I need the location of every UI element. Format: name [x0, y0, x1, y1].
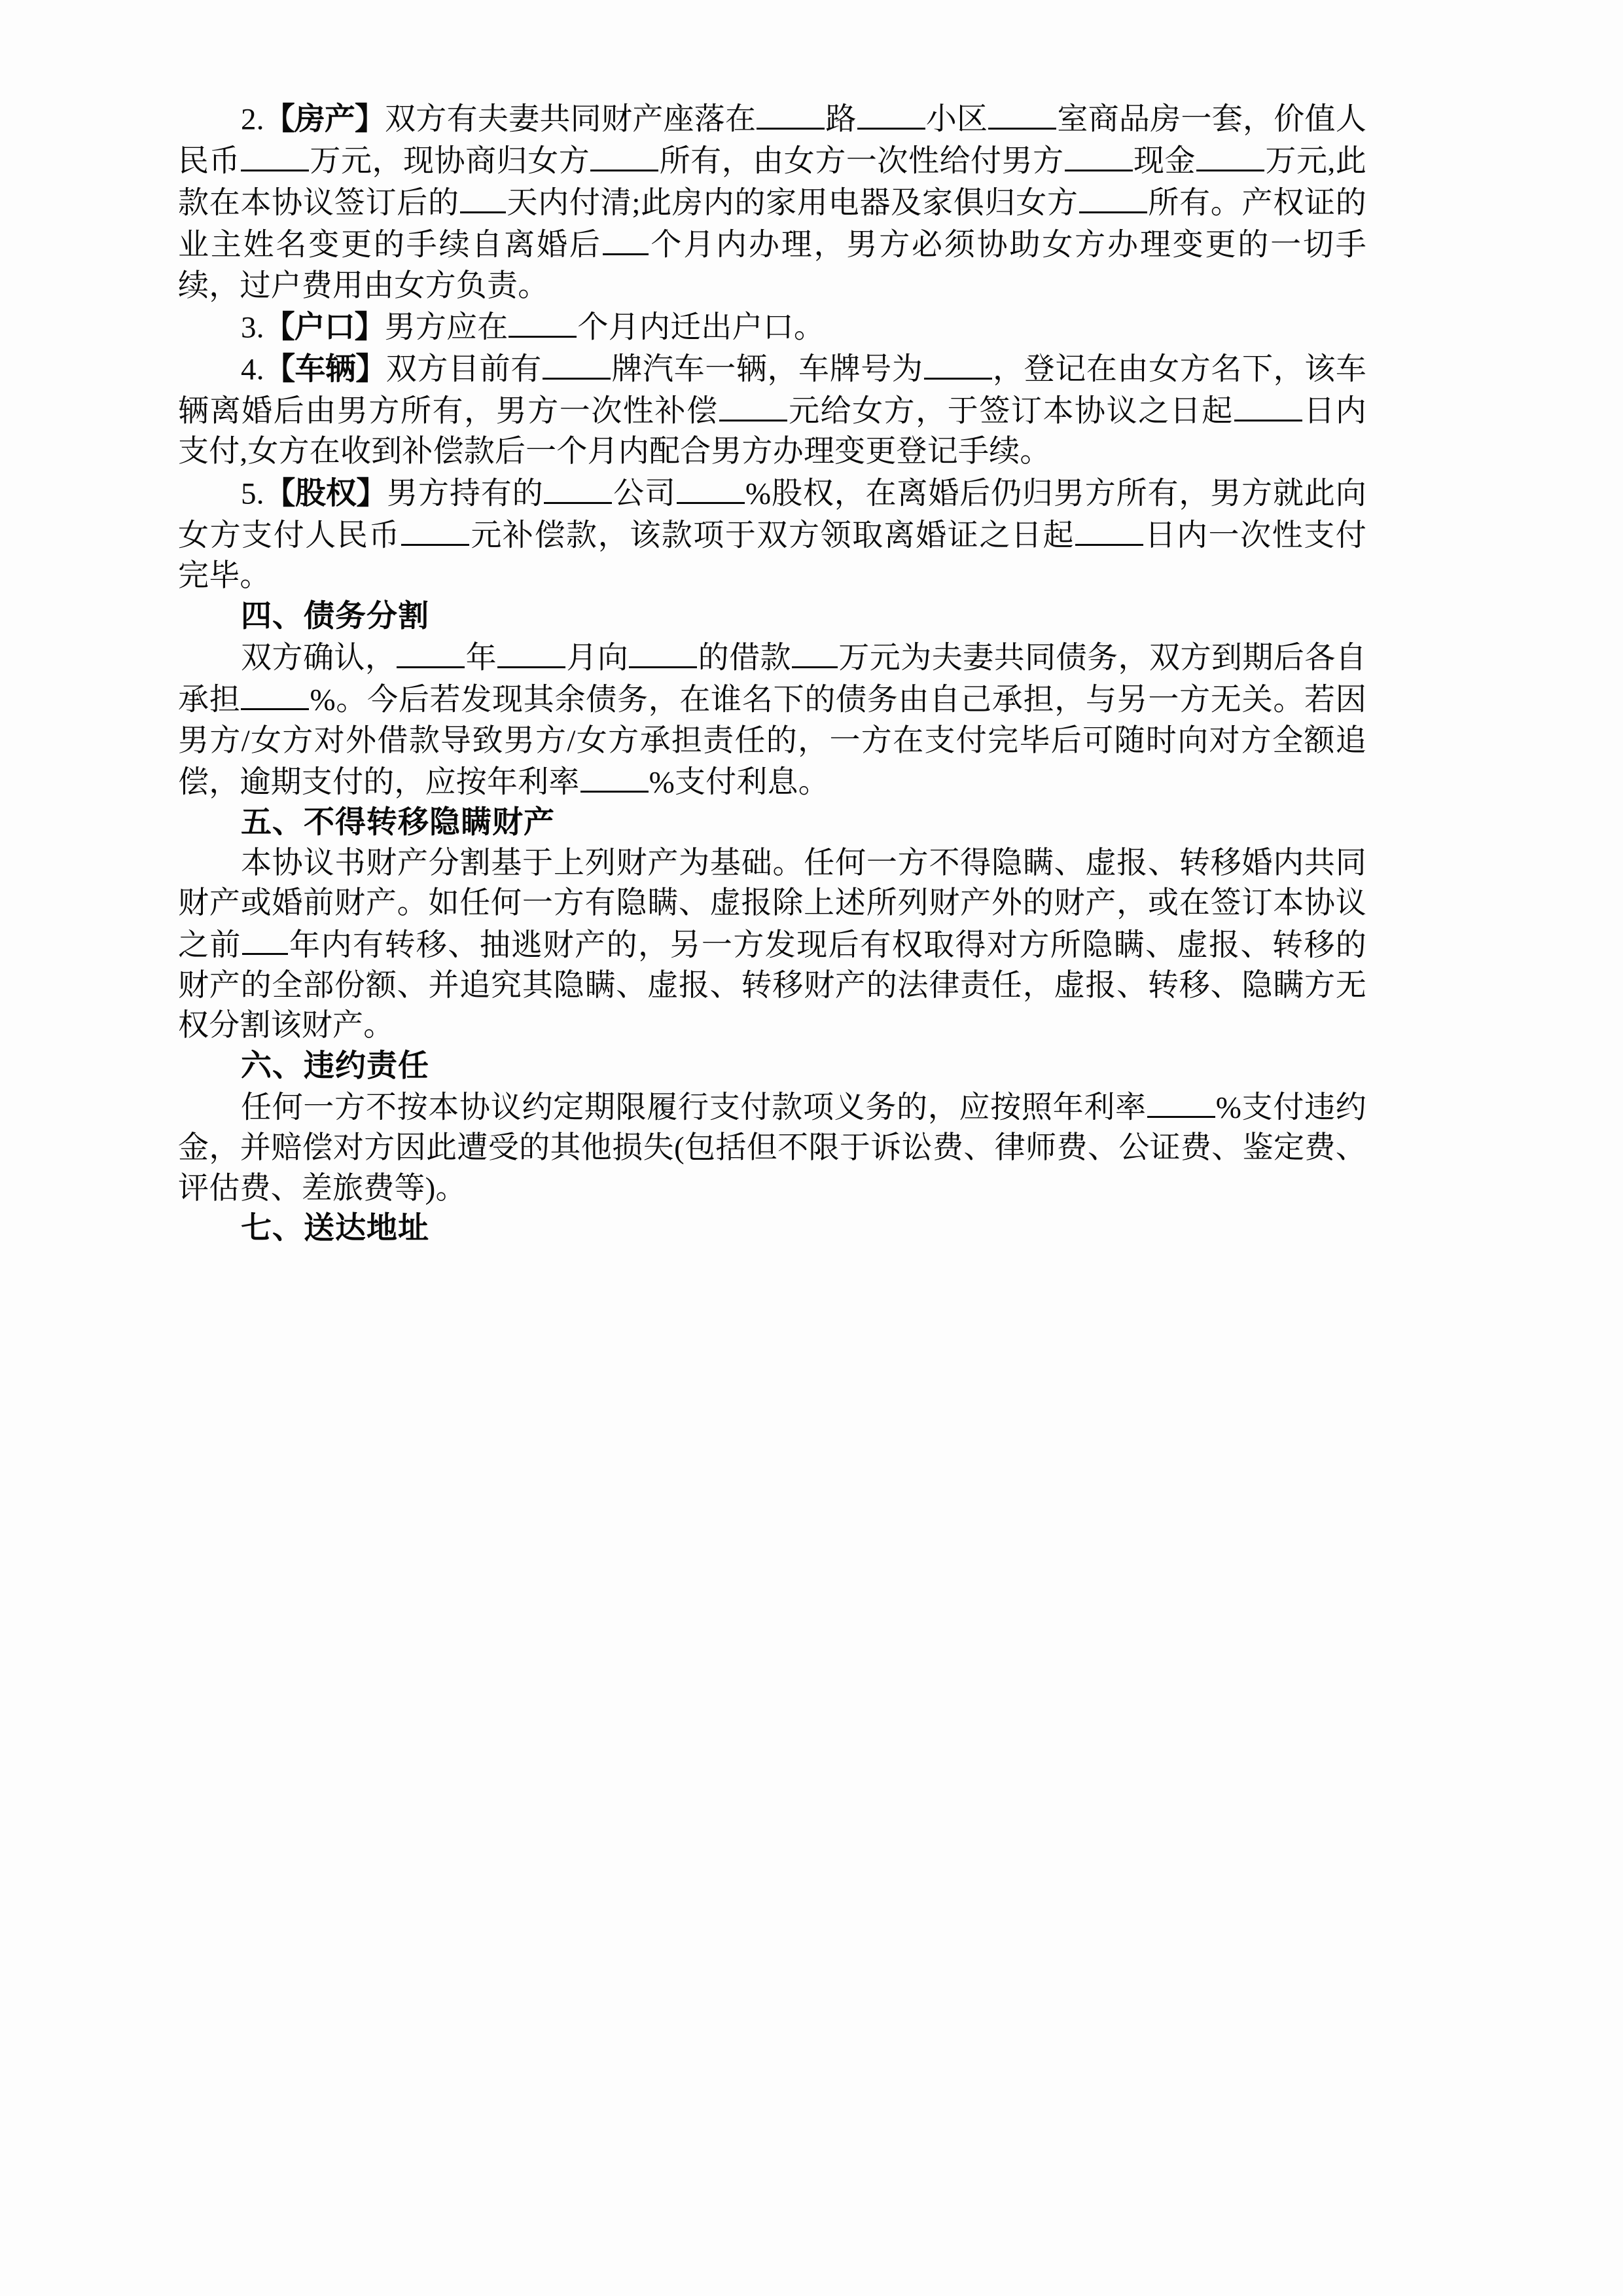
blank-car-compensation[interactable] [719, 390, 787, 422]
clause-tag-hukou: 【户口】 [264, 310, 385, 345]
blank-husband-name[interactable] [1065, 140, 1133, 171]
body-text: 年内有转移、抽逃财产的，另一方发现后有权取得对方所隐瞒、虚报、转移的财产的全部份额、并追究其隐瞒、虚报、转移财产的法律责任，虚报、转移、隐瞒方无权分割该财产。 [178, 928, 1366, 1043]
clause-tag-vehicle: 【车辆】 [264, 352, 386, 387]
blank-equity-pay-days[interactable] [1075, 514, 1143, 546]
clause-text: 日内支付,女方在收到补偿款后一个月内配合男方办理变更登记手续。 [178, 394, 1366, 469]
blank-debt-interest-rate[interactable] [580, 761, 649, 793]
clause-text: 天内付清;此房内的家用电器及家俱归女方 [506, 186, 1079, 221]
clause-4-vehicle [178, 348, 1366, 473]
blank-loan-amount[interactable] [792, 637, 838, 668]
body-text: 万元为夫妻共同债务，双方到期后各自承担 [178, 641, 1367, 718]
blank-debt-share-percent[interactable] [241, 679, 309, 710]
body-text: %支付利息。 [649, 765, 829, 800]
section-body-no-concealment [178, 844, 1366, 1047]
blank-cash-amount[interactable] [1196, 140, 1264, 171]
clause-text: 日内一次性支付完毕。 [178, 518, 1366, 594]
section-body-breach [178, 1086, 1366, 1209]
blank-company-name[interactable] [544, 473, 612, 504]
clause-text: 男方应在 [384, 310, 508, 345]
body-text: %支付违约金，并赔偿对方因此遭受的其他损失(包括但不限于诉讼费、律师费、公证费、鉴定费、评估费、差旅费等)。 [178, 1090, 1366, 1206]
clause-text: 小区 [925, 102, 988, 137]
document-body [178, 98, 1366, 1249]
blank-wife-ownership[interactable] [590, 140, 658, 171]
clause-text: 所有。产权证的业主姓名变更的手续自离婚后 [178, 186, 1366, 263]
blank-days-to-pay[interactable] [460, 182, 506, 213]
clause-3-hukou [178, 306, 1366, 348]
blank-lookback-years[interactable] [242, 924, 288, 956]
blank-hukou-months[interactable] [508, 306, 577, 338]
blank-room[interactable] [988, 98, 1056, 130]
body-text: %。今后若发现其余债务，在谁名下的债务由自己承担，与另一方无关。若因男方/女方对外借款导致男方/女方承担责任的，一方在支付完毕后可随时向对方全额追偿，逾期支付的，应按年利率 [178, 683, 1366, 800]
clause-text: 个月内迁出户口。 [577, 310, 825, 345]
clause-2-property [178, 98, 1366, 306]
clause-text: 个月内办理，男方必须协助女方办理变更的一切手续，过户费用由女方负责。 [178, 228, 1366, 303]
blank-loan-month[interactable] [497, 637, 565, 668]
blank-equity-compensation[interactable] [401, 514, 469, 546]
section-body-debt [178, 637, 1366, 803]
clause-text: 路 [825, 102, 857, 137]
body-text: 任何一方不按本协议约定期限履行支付款项义务的，应按照年利率 [241, 1090, 1147, 1125]
clause-text: ，登记在由女方名下，该车辆离婚后由男方所有，男方一次性补偿 [178, 352, 1367, 429]
section-heading-no-concealment: 五、不得转移隐瞒财产 [241, 806, 555, 840]
clause-text: 牌汽车一辆，车牌号为 [611, 352, 923, 387]
section-heading-breach: 六、违约责任 [241, 1049, 429, 1083]
body-text: 月向 [566, 641, 629, 675]
body-text: 双方确认， [241, 641, 397, 675]
body-text: 本协议书财产分割基于上列财产为基础。任何一方不得隐瞒、虚报、转移婚内共同财产或婚前财产。如任何一方有隐瞒、虚报除上述所列财产外的财产，或在签订本协议之前 [178, 846, 1366, 963]
blank-value[interactable] [241, 140, 309, 171]
blank-penalty-interest-rate[interactable] [1147, 1086, 1215, 1118]
clause-text: 万元,此款在本协议签订后的 [178, 144, 1366, 221]
blank-community[interactable] [857, 98, 925, 130]
clause-number: 2. [241, 102, 264, 137]
blank-lender[interactable] [629, 637, 697, 668]
blank-loan-year[interactable] [397, 637, 465, 668]
blank-equity-percent[interactable] [677, 473, 745, 504]
body-text: 的借款 [698, 641, 792, 675]
clause-text: 所有，由女方一次性给付男方 [659, 144, 1064, 179]
clause-text: 元补偿款，该款项于双方领取离婚证之日起 [469, 518, 1075, 553]
clause-tag-property: 【房产】 [264, 102, 385, 137]
section-heading-service-address: 七、送达地址 [241, 1211, 429, 1246]
clause-text: 双方有夫妻共同财产座落在 [385, 102, 757, 137]
clause-number: 5. [241, 476, 264, 511]
clause-text: 男方持有的 [387, 476, 544, 511]
clause-text: 万元，现协商归女方 [310, 144, 590, 179]
blank-road[interactable] [757, 98, 825, 130]
clause-number: 4. [241, 352, 264, 387]
clause-number: 3. [241, 310, 264, 345]
clause-text: 双方目前有 [385, 352, 542, 387]
clause-text: 公司 [613, 476, 676, 511]
clause-text: 元给女方，于签订本协议之日起 [787, 394, 1234, 429]
body-text: 年 [465, 641, 497, 675]
clause-text: 现金 [1133, 144, 1196, 179]
clause-text: 室商品房一套，价值人民币 [178, 102, 1367, 179]
blank-months-transfer[interactable] [603, 224, 649, 255]
blank-plate-number[interactable] [924, 348, 992, 380]
blank-appliance-owner[interactable] [1079, 182, 1147, 213]
clause-text: %股权，在离婚后仍归男方所有，男方就此向女方支付人民币 [178, 476, 1367, 553]
clause-5-equity [178, 473, 1366, 597]
blank-car-brand[interactable] [543, 348, 611, 380]
section-heading-debt: 四、债务分割 [241, 599, 429, 634]
clause-tag-equity: 【股权】 [264, 476, 387, 511]
blank-car-pay-days[interactable] [1234, 390, 1302, 422]
